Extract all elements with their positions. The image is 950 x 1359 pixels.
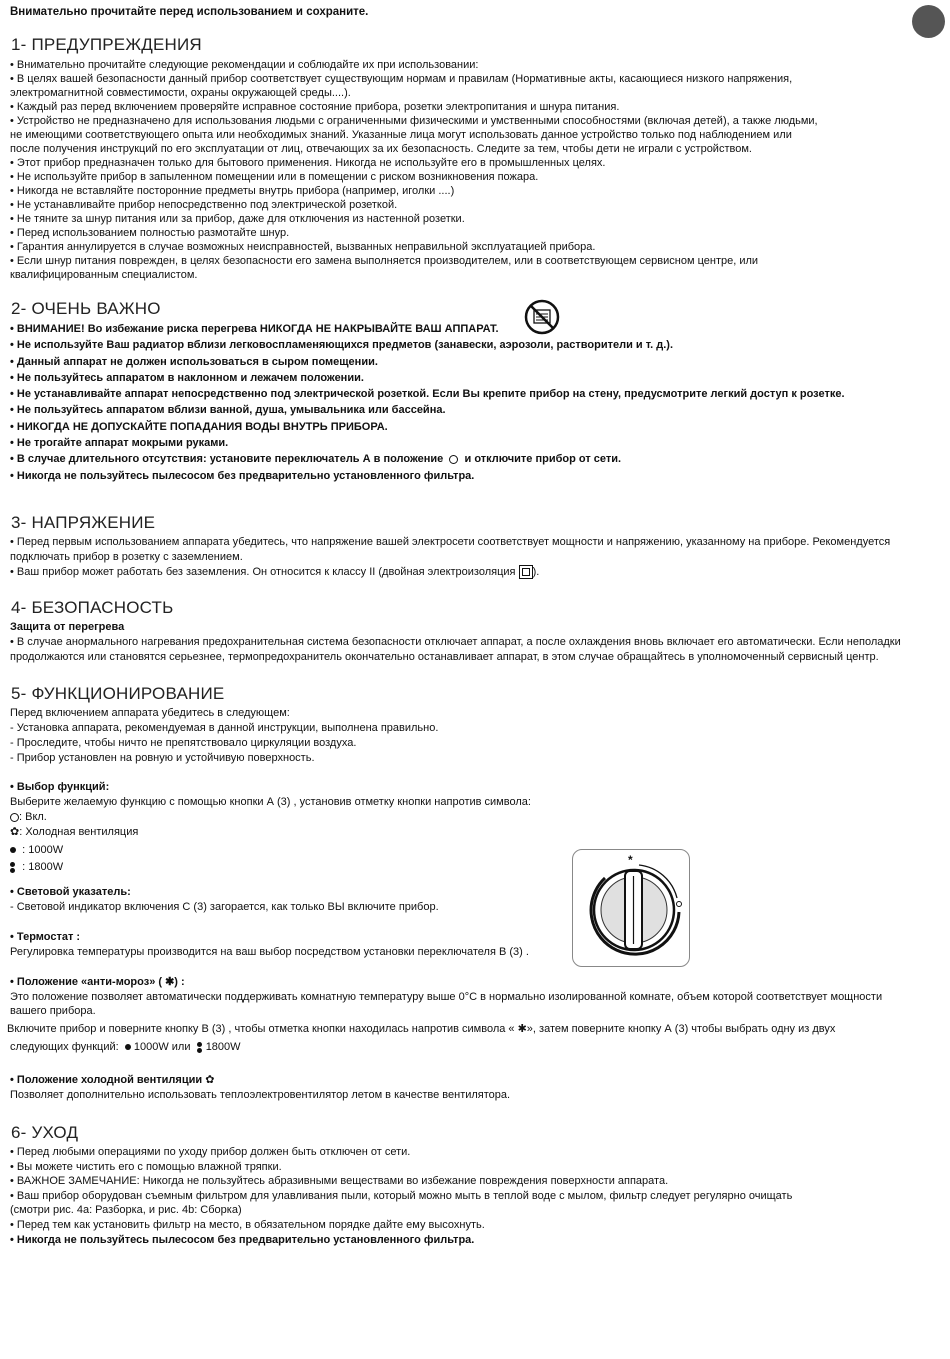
frost-functions-text: следующих функций:	[10, 1041, 119, 1053]
section-1-title: 1- ПРЕДУПРЕЖДЕНИЯ	[11, 35, 202, 54]
text-line: • НИКОГДА НЕ ДОПУСКАЙТЕ ПОПАДАНИЯ ВОДЫ ВНУТРЬ ПРИБОРА.	[10, 420, 388, 433]
text-line: квалифицированным специалистом.	[10, 269, 198, 281]
fan-icon: ✿	[205, 1074, 215, 1086]
frost-title: • Положение «анти-мороз» ( ✱) :	[10, 976, 185, 988]
text-line: не имеющими соответствующего опыта или необходимых знаний. Указанные лица могут использовать данное устройство только под наблюдением или	[10, 129, 792, 141]
section-3-title: 3- НАПРЯЖЕНИЕ	[11, 513, 156, 532]
text-line: подключать прибор в розетку с заземлением.	[10, 551, 243, 563]
section-1-body	[10, 58, 940, 282]
text-line: - Установка аппарата, рекомендуемая в данной инструкции, выполнена правильно.	[10, 722, 439, 734]
text-line: • Не устанавливайте аппарат непосредственно под электрической розеткой. Если Вы крепите прибор на стену, предусмотрите легкий доступ к розетке.	[10, 388, 845, 401]
function-select	[10, 780, 940, 875]
section-4-subtitle: Защита от перегрева	[10, 621, 125, 633]
on-label: : Вкл.	[19, 811, 47, 823]
1800w-label: : 1800W	[22, 861, 64, 873]
thermo-title: • Термостат :	[10, 931, 81, 943]
cool-title-line	[10, 1073, 940, 1088]
light-text: - Световой индикатор включения С (3) загорается, как только ВЫ включите прибор.	[10, 901, 439, 913]
text-line: • Перед тем как установить фильтр на место, в обязательном порядке дайте ему высохнуть.	[10, 1218, 485, 1231]
frost-1800w: 1800W	[205, 1041, 241, 1053]
class-ii-line	[10, 565, 940, 580]
text-line: • Ваш прибор оборудован съемным фильтром для улавливания пыли, который можно мыть в теплой воде с мылом, фильтр следует регулярно очищать	[10, 1189, 793, 1202]
text-line: • Данный аппарат не должен использоваться в сыром помещении.	[10, 355, 378, 368]
thermostat	[10, 930, 940, 960]
text-line: • Не пользуйтесь аппаратом вблизи ванной, душа, умывальника или бассейна.	[10, 404, 446, 417]
section-5-intro	[10, 706, 940, 766]
function-title: • Выбор функций:	[10, 781, 110, 793]
fan-label: : Холодная вентиляция	[19, 826, 139, 838]
section-4-body	[10, 620, 940, 665]
section-5-title: 5- ФУНКЦИОНИРОВАНИЕ	[11, 684, 225, 703]
fan-icon: ✿	[10, 826, 20, 838]
text-line: • Перед первым использованием аппарата убедитесь, что напряжение вашей электросети соответствует мощности и напряжению, указанному на приборе. Рекомендуется	[10, 536, 891, 548]
cool-title: • Положение холодной вентиляции	[10, 1074, 203, 1086]
double-dot-icon	[197, 1042, 203, 1053]
text-line: • Перед любыми операциями по уходу прибор должен быть отключен от сети.	[10, 1146, 411, 1158]
text-line: • Никогда не пользуйтесь пылесосом без предварительно установленного фильтра.	[10, 1233, 475, 1246]
class-ii-end: ).	[532, 566, 540, 578]
section-6-body	[10, 1145, 940, 1247]
function-1000w	[10, 843, 940, 858]
text-line: - Прибор установлен на ровную и устойчивую поверхность.	[10, 752, 315, 764]
frost-functions	[10, 1040, 940, 1055]
text-line: • ВАЖНОЕ ЗАМЕЧАНИЕ: Никогда не пользуйтесь абразивными веществами во избежание повреждения поверхности аппарата.	[10, 1175, 669, 1188]
text-line: Перед включением аппарата убедитесь в следующем:	[10, 707, 290, 719]
text-line: • Не тяните за шнур питания или за прибор, даже для отключения из настенной розетки.	[10, 213, 465, 225]
text-line: • Не устанавливайте прибор непосредственно под электрической розеткой.	[10, 199, 398, 211]
text-line: электромагнитной совместимости, охраны окружающей среды....).	[10, 87, 351, 99]
section-3-body	[10, 535, 940, 580]
class-ii-text: • Ваш прибор может работать без заземления. Он относится к классу II (двойная электроизоляция	[10, 566, 516, 578]
function-1800w	[10, 860, 940, 875]
text-line: • ВНИМАНИЕ! Во избежание риска перегрева НИКОГДА НЕ НАКРЫВАЙТЕ ВАШ АППАРАТ.	[10, 323, 499, 335]
section-6-title: 6- УХОД	[11, 1123, 79, 1142]
light-indicator	[10, 885, 940, 915]
text-line: • Каждый раз перед включением проверяйте исправное состояние прибора, розетки электропитания и шнура питания.	[10, 101, 620, 113]
function-fan	[10, 825, 940, 840]
frost-position	[7, 975, 940, 1055]
text-line: • Не трогайте аппарат мокрыми руками.	[10, 437, 229, 450]
double-dot-icon	[10, 862, 16, 873]
text-line: • Если шнур питания поврежден, в целях безопасности его замена выполняется производителем, или в соответствующем сервисном центре, или	[10, 255, 759, 267]
frost-1000w: 1000W или	[133, 1041, 191, 1053]
text-line: • Не используйте Ваш радиатор вблизи легковоспламеняющихся предметов (занавески, аэрозоли, растворители и т. д.).	[10, 339, 674, 352]
text-line: • Гарантия аннулируется в случае возможных неисправностей, вызванных неправильной эксплуатацией прибора.	[10, 241, 596, 253]
text-line: (смотри рис. 4а: Разборка, и рис. 4b: Сборка)	[10, 1204, 242, 1217]
text-line: вашего прибора.	[10, 1005, 96, 1017]
double-insulation-icon	[519, 565, 533, 579]
text-line: • В целях вашей безопасности данный прибор соответствует существующим нормам и правилам (Нормативные акты, касающиеся низкого напряжения,	[10, 73, 793, 85]
text-line: продолжаются или становятся серьезнее, термопредохранитель окончательно останавливает аппарат, в этом случае обращайтесь в уполномоченный сервисный центр.	[10, 651, 879, 663]
function-on	[10, 810, 940, 825]
text-line: Это положение позволяет автоматически поддерживать комнатную температуру выше 0°C в нормально изолированной комнате, объем которой соответствует мощности	[10, 990, 883, 1003]
text-line: • Этот прибор предназначен только для бытового применения. Никогда не используйте его в промышленных целях.	[10, 157, 606, 169]
dial-mark: *	[628, 853, 633, 867]
function-text: Выберите желаемую функцию с помощью кнопки А (3) , установив отметку кнопки напротив символа:	[10, 796, 531, 808]
thermo-text: Регулировка температуры производится на ваш выбор посредством установки переключателя В (3) .	[10, 946, 529, 958]
text-line: • Никогда не вставляйте посторонние предметы внутрь прибора (например, иголки ....)	[10, 185, 455, 197]
text-line: после получения инструкций по его эксплуатации от лиц, отвечающих за их безопасность. Следите за тем, чтобы дети не играли с устройством.	[10, 143, 752, 155]
text-line: • Вы можете чистить его с помощью влажной тряпки.	[10, 1160, 282, 1173]
single-dot-icon	[125, 1044, 131, 1050]
section-2-body	[10, 321, 940, 484]
section-4-title: 4- БЕЗОПАСНОСТЬ	[11, 598, 174, 617]
text-line: • Никогда не пользуйтесь пылесосом без предварительно установленного фильтра.	[10, 469, 475, 482]
light-title: • Световой указатель:	[10, 886, 131, 898]
text-line: - Проследите, чтобы ничто не препятствовало циркуляции воздуха.	[10, 737, 357, 749]
single-dot-icon	[10, 847, 16, 853]
text-line: Включите прибор и поверните кнопку В (3) , чтобы отметка кнопки находилась напротив символа « ✱», затем поверните кнопку А (3) чтобы выбрать одну из двух	[7, 1022, 836, 1035]
text-line: • Внимательно прочитайте следующие рекомендации и соблюдайте их при использовании:	[10, 59, 479, 71]
text-line: • Не пользуйтесь аппаратом в наклонном и лежачем положении.	[10, 371, 364, 384]
section-2-title: 2- ОЧЕНЬ ВАЖНО	[11, 299, 161, 318]
text-line: • Устройство не предназначено для использования людьми с ограниченными физическими и умственными способностями (включая детей), а также людьми,	[10, 115, 818, 127]
text-line: • Перед использованием полностью размотайте шнур.	[10, 227, 290, 239]
text-line: • Не используйте прибор в запыленном помещении или в помещении с риском возникновения пожара.	[10, 171, 539, 183]
on-circle-icon	[10, 813, 19, 822]
1000w-label: : 1000W	[22, 844, 64, 856]
page-corner-dot-icon	[912, 5, 945, 38]
cool-text: Позволяет дополнительно использовать теплоэлектровентилятор летом в качестве вентилятора.	[10, 1089, 511, 1101]
cool-ventilation	[10, 1073, 940, 1103]
absence-text-b: и отключите прибор от сети.	[464, 453, 622, 466]
off-circle-icon	[449, 455, 458, 464]
text-line: • В случае анормального нагревания предохранительная система безопасности отключает аппарат, а после охлаждения вновь включает его автоматически. Если неполадки	[10, 636, 901, 648]
header-note: Внимательно прочитайте перед использованием и сохраните.	[10, 6, 369, 18]
absence-line	[10, 451, 940, 467]
absence-text-a: • В случае длительного отсутствия: установите переключатель А в положение	[10, 453, 444, 466]
